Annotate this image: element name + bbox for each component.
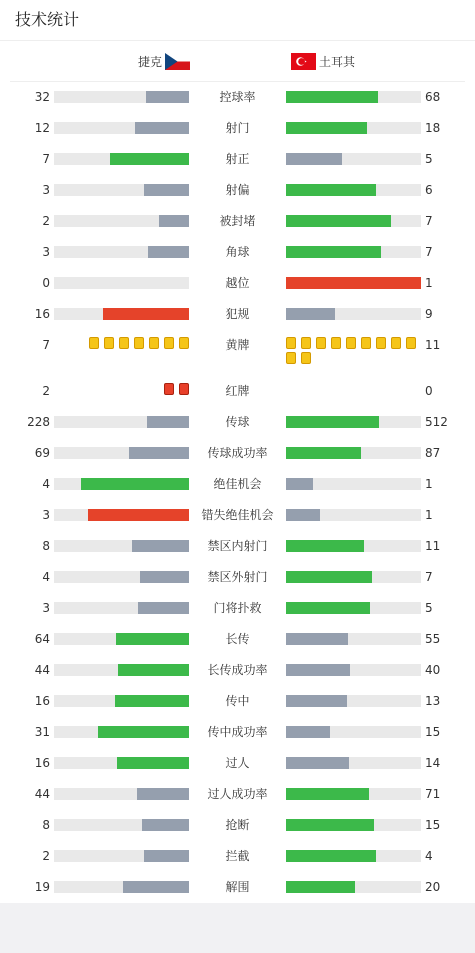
home-bar-fill: [148, 246, 189, 258]
away-bar-fill: [286, 478, 313, 490]
stat-row: [0, 443, 475, 463]
away-value: 4: [425, 849, 433, 863]
away-bar: [286, 277, 421, 289]
stat-row: [0, 691, 475, 711]
yellow-card-icon: [134, 337, 144, 349]
yellow-card-icon: [406, 337, 416, 349]
stat-label: 红牌: [225, 384, 250, 398]
home-bar: [54, 540, 189, 552]
yellow-card-icon: [119, 337, 129, 349]
stat-row: [0, 753, 475, 773]
stat-row: [0, 304, 475, 324]
red-card-icon: [179, 383, 189, 395]
away-bar-fill: [286, 695, 347, 707]
away-bar: [286, 850, 421, 862]
away-bar: [286, 153, 421, 165]
stat-label: 犯规: [225, 307, 250, 321]
yellow-card-icon: [104, 337, 114, 349]
home-bar-fill: [144, 184, 189, 196]
away-bar: [286, 726, 421, 738]
away-bar-fill: [286, 215, 391, 227]
stat-row: [0, 412, 475, 432]
away-value: 7: [425, 245, 433, 259]
home-bar-fill: [147, 416, 189, 428]
home-bar: [54, 478, 189, 490]
page-title: 技术统计: [15, 10, 80, 29]
home-bar: [54, 571, 189, 583]
away-bar: [286, 447, 421, 459]
stat-label: 传球成功率: [207, 446, 268, 460]
yellow-card-icon: [346, 337, 356, 349]
away-bar-fill: [286, 509, 320, 521]
yellow-card-icon: [286, 352, 296, 364]
away-bar: [286, 757, 421, 769]
away-bar-fill: [286, 664, 350, 676]
away-team-name: 土耳其: [319, 54, 356, 69]
stat-row: [0, 660, 475, 680]
away-bar: [286, 540, 421, 552]
stat-row: [0, 505, 475, 525]
stat-label: 长传: [225, 632, 250, 646]
home-bar: [54, 277, 189, 289]
home-bar-fill: [140, 571, 189, 583]
home-bar-fill: [116, 633, 189, 645]
home-bar: [54, 184, 189, 196]
stat-label: 传中: [225, 694, 250, 708]
stat-label: 错失绝佳机会: [201, 508, 274, 522]
home-value: 2: [42, 849, 50, 863]
stat-label: 过人: [225, 756, 250, 770]
home-team: [138, 52, 190, 70]
away-value: 5: [425, 601, 433, 615]
home-bar: [54, 602, 189, 614]
away-value: 7: [425, 570, 433, 584]
stat-row: [0, 149, 475, 169]
yellow-card-icon: [376, 337, 386, 349]
stat-label: 射偏: [225, 183, 250, 197]
stat-label: 长传成功率: [207, 663, 268, 677]
home-value: 19: [34, 880, 50, 894]
home-bar: [54, 850, 189, 862]
home-bar: [54, 215, 189, 227]
stat-label: 禁区外射门: [207, 570, 268, 584]
home-bar: [54, 819, 189, 831]
stat-label: 角球: [225, 245, 250, 259]
stat-label: 射正: [225, 152, 250, 166]
stat-label: 被封堵: [219, 214, 256, 228]
yellow-card-icon: [316, 337, 326, 349]
home-bar: [54, 416, 189, 428]
away-value: 14: [425, 756, 441, 770]
home-bar: [54, 447, 189, 459]
away-bar: [286, 184, 421, 196]
away-value: 18: [425, 121, 441, 135]
home-bar-fill: [142, 819, 189, 831]
title-divider: [0, 40, 475, 41]
home-value: 228: [27, 415, 50, 429]
home-value: 3: [42, 183, 50, 197]
away-value: 13: [425, 694, 441, 708]
home-bar-fill: [137, 788, 189, 800]
stat-label: 绝佳机会: [213, 477, 262, 491]
stat-row: [0, 242, 475, 262]
home-bar-fill: [123, 881, 189, 893]
home-bar-fill: [132, 540, 189, 552]
away-bar-fill: [286, 633, 348, 645]
stat-label: 禁区内射门: [207, 539, 268, 553]
away-bar-fill: [286, 122, 367, 134]
stat-row: [0, 877, 475, 897]
home-bar: [54, 509, 189, 521]
away-bar-fill: [286, 881, 355, 893]
away-bar: [286, 416, 421, 428]
away-bar-fill: [286, 602, 370, 614]
away-bar-fill: [286, 153, 342, 165]
turkey-flag-icon: [291, 53, 316, 70]
home-bar-fill: [144, 850, 189, 862]
home-value: 4: [42, 477, 50, 491]
away-bar-fill: [286, 246, 381, 258]
yellow-card-icon: [164, 337, 174, 349]
stat-row: [0, 87, 475, 107]
home-bar: [54, 881, 189, 893]
away-bar: [286, 664, 421, 676]
away-value: 5: [425, 152, 433, 166]
home-value: 8: [42, 818, 50, 832]
home-value: 2: [42, 384, 50, 398]
stat-row: [0, 180, 475, 200]
home-value: 0: [42, 276, 50, 290]
away-bar-fill: [286, 308, 335, 320]
home-value: 31: [34, 725, 50, 739]
home-bar: [54, 664, 189, 676]
stat-row: [0, 567, 475, 587]
home-bar-fill: [115, 695, 189, 707]
away-value: 15: [425, 725, 441, 739]
home-bar-fill: [118, 664, 189, 676]
stat-label: 门将扑救: [213, 601, 262, 615]
away-bar: [286, 122, 421, 134]
home-value: 3: [42, 508, 50, 522]
yellow-card-icon: [301, 352, 311, 364]
home-bar-fill: [88, 509, 189, 521]
stat-label: 射门: [225, 121, 250, 135]
home-value: 69: [34, 446, 50, 460]
stat-row: [0, 381, 475, 401]
home-bar-fill: [138, 602, 189, 614]
away-bar: [286, 695, 421, 707]
home-value: 16: [34, 756, 50, 770]
away-bar-fill: [286, 277, 421, 289]
away-value: 7: [425, 214, 433, 228]
stat-label: 解围: [225, 880, 250, 894]
home-value: 4: [42, 570, 50, 584]
away-value: 71: [425, 787, 441, 801]
away-bar-fill: [286, 91, 378, 103]
away-value: 87: [425, 446, 441, 460]
home-bar-fill: [98, 726, 189, 738]
away-value: 15: [425, 818, 441, 832]
away-bar-fill: [286, 726, 330, 738]
away-bar: [286, 478, 421, 490]
stat-row: [0, 211, 475, 231]
away-bar-fill: [286, 850, 376, 862]
stat-label: 抢断: [225, 818, 250, 832]
away-bar: [286, 602, 421, 614]
stat-row: [0, 629, 475, 649]
away-bar-fill: [286, 757, 349, 769]
away-value: 1: [425, 276, 433, 290]
away-bar: [286, 246, 421, 258]
home-bar: [54, 695, 189, 707]
away-value: 55: [425, 632, 441, 646]
stat-label: 控球率: [219, 90, 256, 104]
home-bar-fill: [129, 447, 189, 459]
home-value: 32: [34, 90, 50, 104]
away-value: 68: [425, 90, 441, 104]
home-value: 8: [42, 539, 50, 553]
home-value: 2: [42, 214, 50, 228]
header-divider: [10, 81, 465, 82]
home-bar: [54, 122, 189, 134]
yellow-card-icon: [149, 337, 159, 349]
away-bar: [286, 571, 421, 583]
away-value: 0: [425, 384, 433, 398]
home-value: 7: [42, 338, 50, 352]
stat-row: [0, 474, 475, 494]
home-value: 3: [42, 245, 50, 259]
away-bar-fill: [286, 788, 369, 800]
stat-row: [0, 335, 475, 355]
stat-row: [0, 598, 475, 618]
home-bar: [54, 91, 189, 103]
away-bar: [286, 633, 421, 645]
stat-row: [0, 846, 475, 866]
away-value: 11: [425, 338, 441, 352]
away-bar: [286, 881, 421, 893]
home-value: 44: [34, 663, 50, 677]
stat-row: [0, 273, 475, 293]
home-bar-fill: [103, 308, 189, 320]
red-card-icon: [164, 383, 174, 395]
away-value: 1: [425, 508, 433, 522]
away-value: 20: [425, 880, 441, 894]
home-value: 44: [34, 787, 50, 801]
home-bar-fill: [135, 122, 189, 134]
stat-row: [0, 118, 475, 138]
away-bar: [286, 509, 421, 521]
czech-flag-icon: [165, 53, 190, 70]
away-bar-fill: [286, 571, 372, 583]
stat-label: 拦截: [225, 849, 250, 863]
home-bar-fill: [110, 153, 189, 165]
away-team: [291, 52, 355, 70]
stat-label: 传球: [225, 415, 250, 429]
home-bar: [54, 726, 189, 738]
home-value: 12: [34, 121, 50, 135]
home-value: 16: [34, 307, 50, 321]
yellow-card-icon: [331, 337, 341, 349]
home-bar: [54, 153, 189, 165]
yellow-card-icon: [391, 337, 401, 349]
home-bar: [54, 308, 189, 320]
home-bar: [54, 788, 189, 800]
home-value: 16: [34, 694, 50, 708]
home-bar-fill: [81, 478, 189, 490]
away-value: 9: [425, 307, 433, 321]
home-value: 64: [34, 632, 50, 646]
away-bar: [286, 819, 421, 831]
away-value: 40: [425, 663, 441, 677]
home-value: 7: [42, 152, 50, 166]
away-bar: [286, 215, 421, 227]
stat-row: [0, 784, 475, 804]
stat-label: 越位: [225, 276, 250, 290]
away-bar: [286, 91, 421, 103]
stat-row: [0, 815, 475, 835]
away-bar-fill: [286, 416, 379, 428]
away-bar-fill: [286, 819, 374, 831]
away-bar: [286, 788, 421, 800]
stat-label: 过人成功率: [207, 787, 268, 801]
stat-row: [0, 536, 475, 556]
home-bar: [54, 246, 189, 258]
away-value: 11: [425, 539, 441, 553]
home-value: 3: [42, 601, 50, 615]
away-value: 6: [425, 183, 433, 197]
home-bar: [54, 633, 189, 645]
away-bar: [286, 308, 421, 320]
stat-label: 黄牌: [225, 338, 250, 352]
yellow-card-icon: [179, 337, 189, 349]
stat-label: 传中成功率: [207, 725, 268, 739]
away-bar-fill: [286, 447, 361, 459]
yellow-card-icon: [361, 337, 371, 349]
home-team-name: 捷克: [138, 54, 163, 69]
yellow-card-icon: [89, 337, 99, 349]
home-bar: [54, 757, 189, 769]
away-value: 512: [425, 415, 448, 429]
home-bar-fill: [117, 757, 189, 769]
yellow-card-icon: [286, 337, 296, 349]
yellow-card-icon: [301, 337, 311, 349]
away-bar-fill: [286, 184, 376, 196]
home-bar-fill: [159, 215, 189, 227]
away-bar-fill: [286, 540, 364, 552]
stat-row: [0, 722, 475, 742]
home-bar-fill: [146, 91, 189, 103]
away-value: 1: [425, 477, 433, 491]
